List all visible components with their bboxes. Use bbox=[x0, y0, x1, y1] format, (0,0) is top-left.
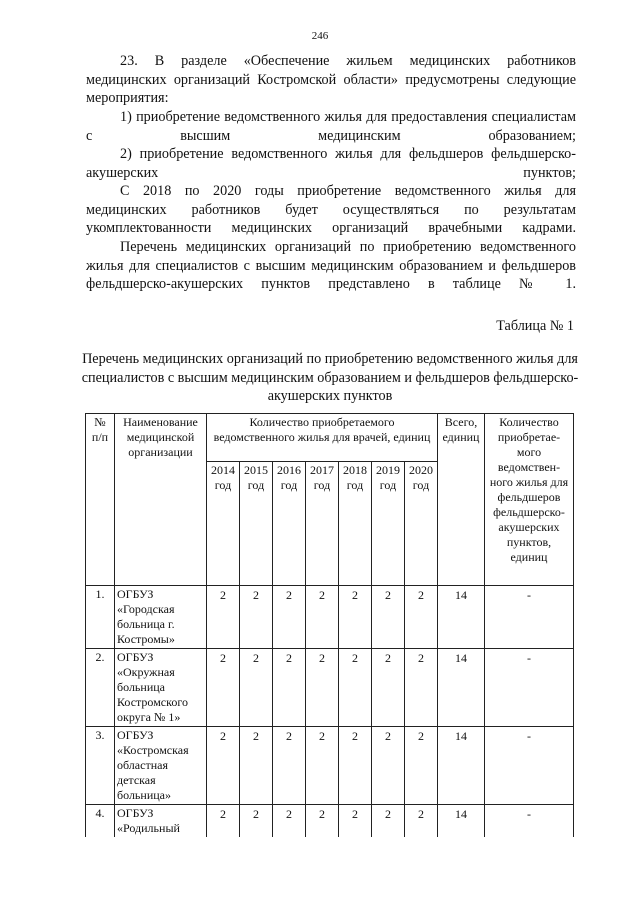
table-label: Таблица № 1 bbox=[496, 318, 574, 334]
row-name: ОГБУЗ «Родильный bbox=[115, 805, 207, 838]
row-value: 2 bbox=[240, 649, 273, 727]
table-title: Перечень медицинских организаций по приобретению ведомственного жилья для специалистов с высшим медицинским образованием и фельдшеров фельдшерско-акушерских пунктов bbox=[81, 351, 579, 404]
header-num: № п/п bbox=[86, 414, 115, 586]
row-value: 2 bbox=[306, 805, 339, 838]
row-value: 2 bbox=[339, 586, 372, 649]
row-value: 2 bbox=[207, 649, 240, 727]
row-num: 4. bbox=[86, 805, 115, 838]
header-year: 2015 год bbox=[240, 462, 273, 586]
row-feldshers: - bbox=[485, 586, 574, 649]
row-value: 2 bbox=[240, 727, 273, 805]
header-year: 2018 год bbox=[339, 462, 372, 586]
row-value: 2 bbox=[306, 649, 339, 727]
row-value: 2 bbox=[372, 805, 405, 838]
table-row bbox=[86, 805, 574, 838]
row-value: 2 bbox=[273, 805, 306, 838]
page-number: 246 bbox=[311, 30, 329, 42]
row-value: 2 bbox=[339, 805, 372, 838]
row-value: 2 bbox=[240, 586, 273, 649]
paragraph-2018-2020: С 2018 по 2020 годы приобретение ведомственного жилья для медицинских работников будет осуществляться по результатам укомплектованности медицинских организаций врачебными кадрами. bbox=[86, 183, 576, 236]
row-value: 2 bbox=[306, 727, 339, 805]
row-value: 2 bbox=[339, 649, 372, 727]
row-name: ОГБУЗ «Костромская областная детская больница» bbox=[115, 727, 207, 805]
row-value: 2 bbox=[372, 649, 405, 727]
header-total: Всего, единиц bbox=[438, 414, 485, 586]
row-value: 2 bbox=[273, 727, 306, 805]
row-value: 2 bbox=[273, 649, 306, 727]
row-value: 2 bbox=[207, 805, 240, 838]
header-year: 2014 год bbox=[207, 462, 240, 586]
row-num: 3. bbox=[86, 727, 115, 805]
row-name: ОГБУЗ «Окружная больница Костромского округа № 1» bbox=[115, 649, 207, 727]
row-value: 2 bbox=[339, 727, 372, 805]
row-value: 2 bbox=[405, 727, 438, 805]
row-total: 14 bbox=[438, 727, 485, 805]
row-value: 2 bbox=[240, 805, 273, 838]
row-name: ОГБУЗ «Городская больница г. Костромы» bbox=[115, 586, 207, 649]
row-value: 2 bbox=[405, 649, 438, 727]
row-num: 1. bbox=[86, 586, 115, 649]
row-value: 2 bbox=[273, 586, 306, 649]
header-name: Наименование медицинской организации bbox=[115, 414, 207, 586]
row-value: 2 bbox=[306, 586, 339, 649]
paragraph-list-reference: Перечень медицинских организаций по приобретению ведомственного жилья для специалистов с высшим медицинским образованием и фельдшеров фельдшерско-акушерских пунктов представлено в таблице № 1. bbox=[86, 239, 576, 292]
row-total: 14 bbox=[438, 586, 485, 649]
header-doctors: Количество приобретаемого ведомственного жилья для врачей, единиц bbox=[207, 414, 438, 462]
organizations-table bbox=[85, 413, 574, 837]
table-row bbox=[86, 649, 574, 727]
row-value: 2 bbox=[207, 586, 240, 649]
row-value: 2 bbox=[372, 586, 405, 649]
row-value: 2 bbox=[372, 727, 405, 805]
header-feldshers: Количество приобретае-мого ведомствен-ного жилья для фельдшеров фельдшерско-акушерских пунктов, единиц bbox=[485, 414, 574, 586]
row-value: 2 bbox=[207, 727, 240, 805]
paragraph-item-1: 1) приобретение ведомственного жилья для предоставления специалистам с высшим медицинским образованием; bbox=[86, 109, 576, 144]
table-row bbox=[86, 727, 574, 805]
row-feldshers: - bbox=[485, 649, 574, 727]
header-year: 2017 год bbox=[306, 462, 339, 586]
header-year: 2020 год bbox=[405, 462, 438, 586]
row-value: 2 bbox=[405, 805, 438, 838]
row-total: 14 bbox=[438, 805, 485, 838]
paragraph-23: 23. В разделе «Обеспечение жильем медицинских работников медицинских организаций Костромской области» предусмотрены следующие мероприятия: bbox=[86, 53, 576, 106]
header-year: 2019 год bbox=[372, 462, 405, 586]
row-total: 14 bbox=[438, 649, 485, 727]
paragraph-item-2: 2) приобретение ведомственного жилья для фельдшеров фельдшерско-акушерских пунктов; bbox=[86, 146, 576, 181]
row-feldshers: - bbox=[485, 805, 574, 838]
row-num: 2. bbox=[86, 649, 115, 727]
table-row bbox=[86, 586, 574, 649]
row-feldshers: - bbox=[485, 727, 574, 805]
header-year: 2016 год bbox=[273, 462, 306, 586]
row-value: 2 bbox=[405, 586, 438, 649]
